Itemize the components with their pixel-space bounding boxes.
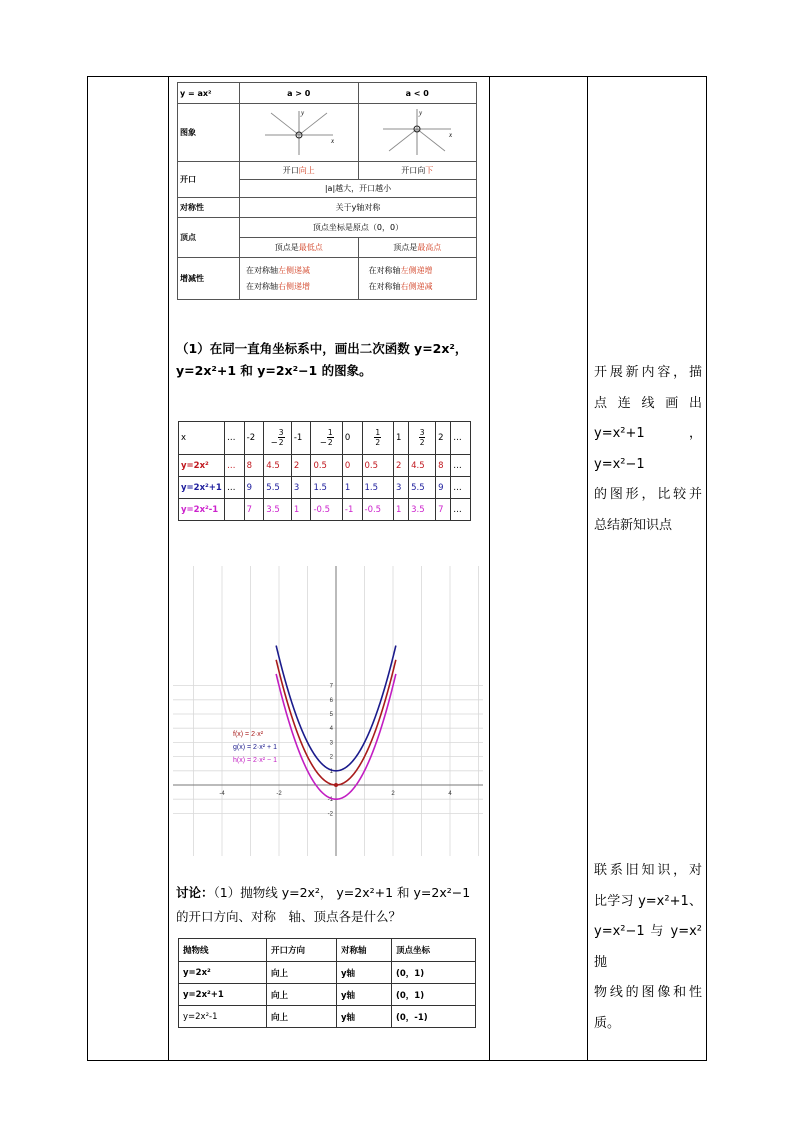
question-1: （1）在同一直角坐标系中，画出二次函数 y=2x²，y=2x²+1 和 y=2x²−1 的图象。 [176, 341, 468, 378]
parabola-table-row: y=2x² 向上 y轴 (0，1) [179, 962, 476, 984]
svg-text:y: y [300, 108, 304, 117]
svg-text:x: x [449, 130, 453, 139]
x-tick-label: -2 [276, 791, 282, 797]
x-tick-label: 2 [391, 791, 395, 797]
prop-header-pos: a > 0 [240, 83, 359, 104]
symmetry-value: 关于y轴对称 [240, 198, 477, 218]
x-tick-label: 4 [448, 791, 452, 797]
y-tick-label: 6 [329, 697, 333, 704]
vertex-shared: 顶点坐标是原点（0，0） [240, 218, 477, 238]
prop-header-func: y = ax² [178, 83, 240, 104]
value-table [178, 421, 471, 521]
y-tick-label: 7 [329, 683, 333, 690]
prop-label-symmetry: 对称性 [178, 198, 240, 218]
parabola-graph [173, 566, 483, 856]
svg-text:x: x [330, 136, 334, 145]
prop-label-opening: 开口 [178, 162, 240, 198]
vertex-pos: 顶点是最低点 [240, 238, 359, 258]
svg-text:y: y [419, 108, 423, 117]
legend-entry: h(x) = 2·x² − 1 [233, 757, 277, 764]
teacher-note-1: 开展新内容，描 点连线画出 y=x²+1， y=x²−1 的图形，比较并 总结新知识点 [594, 365, 702, 533]
value-table-row: y=2x²-1 7 3.5 1 -0.5 -1 -0.5 1 3.5 7 … [179, 499, 471, 521]
opening-neg: 开口向下 [358, 162, 477, 180]
parabola-table-header: 抛物线 开口方向 对称轴 顶点坐标 [179, 939, 476, 962]
vertex-point [334, 783, 338, 787]
teacher-note-2: 联系旧知识，对 比学习 y=x²+1、 y=x²−1 与 y=x²抛 物线的图像和性 质。 [594, 863, 702, 1031]
mono-pos: 在对称轴左侧递减 在对称轴右侧递增 [240, 258, 359, 300]
value-table-row: y=2x²+1 … 9 5.5 3 1.5 1 1.5 3 5.5 9 … [179, 477, 471, 499]
parabola-table-row: y=2x²+1 向上 y轴 (0，1) [179, 984, 476, 1006]
y-tick-label: 1 [329, 768, 333, 775]
mini-graph-down [358, 104, 477, 162]
y-tick-label: -2 [327, 811, 333, 818]
column-divider [489, 77, 490, 1060]
mini-graph-up [240, 104, 359, 162]
y-tick-label: 3 [329, 740, 333, 747]
legend-entry: f(x) = 2·x² [233, 731, 264, 738]
prop-label-vertex: 顶点 [178, 218, 240, 258]
prop-label-monotonic: 增减性 [178, 258, 240, 300]
x-tick-label: -4 [219, 791, 225, 797]
column-divider [587, 77, 588, 1060]
y-tick-label: 4 [329, 726, 333, 733]
y-tick-label: 2 [329, 754, 333, 761]
prop-label-image: 图象 [178, 104, 240, 162]
value-table-row: y=2x² … 8 4.5 2 0.5 0 0.5 2 4.5 8 … [179, 455, 471, 477]
y-tick-label: 5 [329, 712, 333, 718]
opening-shared: |a|越大，开口越小 [240, 180, 477, 198]
property-table [177, 82, 477, 300]
opening-pos: 开口向上 [240, 162, 359, 180]
y-tick-label: -1 [327, 797, 333, 804]
vertex-neg: 顶点是最高点 [358, 238, 477, 258]
legend-entry: g(x) = 2·x² + 1 [233, 744, 277, 751]
prop-header-neg: a < 0 [358, 83, 477, 104]
column-divider [168, 77, 169, 1060]
value-table-header: x … -2 − $\frac{3}{2}$ -1 − $\frac{1}{2}$ 0 $\frac{1}{2}$ 1 $\frac{3}{2}$ 2 … [179, 422, 471, 455]
mono-neg: 在对称轴左侧递增 在对称轴右侧递减 [358, 258, 477, 300]
discussion-text: 讨论：（1）抛物线 y=2x²， y=2x²+1 和 y=2x²−1 的开口方向、对称 轴、顶点各是什么？ [176, 885, 471, 924]
parabola-table-row: y=2x²-1 向上 y轴 (0，-1) [179, 1006, 476, 1028]
parabola-table [178, 938, 476, 1028]
